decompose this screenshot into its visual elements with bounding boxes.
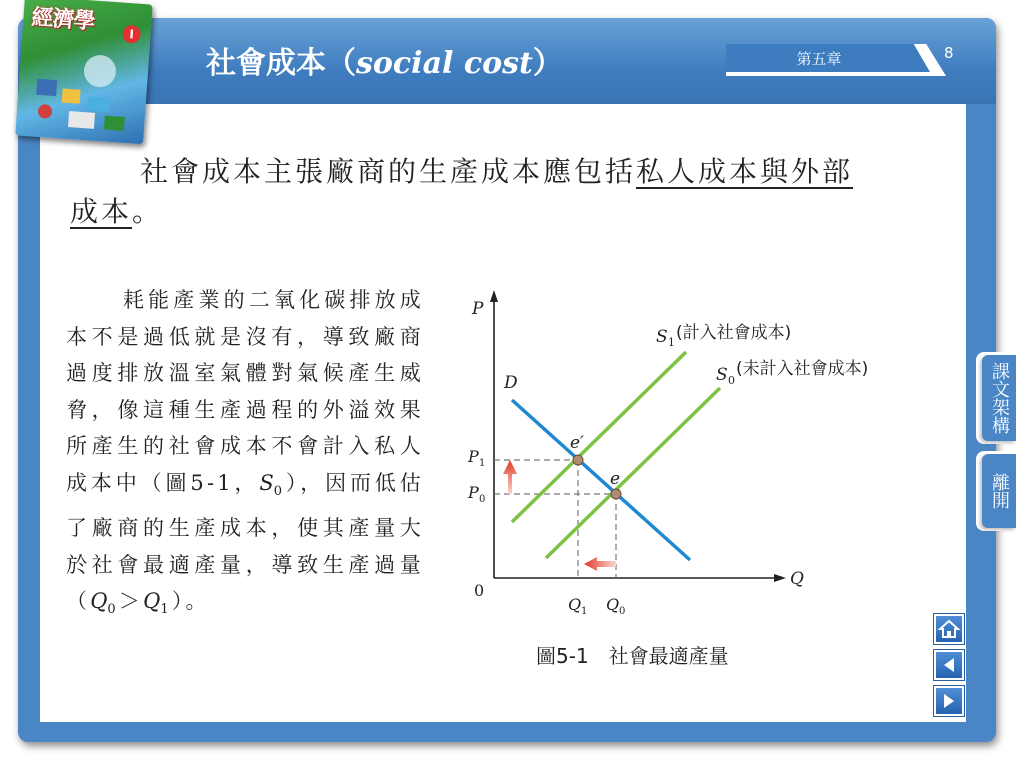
book-cover-art — [26, 48, 139, 137]
book-cover-image — [15, 0, 152, 144]
supply-curve-s1 — [512, 352, 686, 522]
body-s: S — [259, 470, 274, 495]
p0-tick-sub: 0 — [479, 494, 486, 505]
point-e — [611, 489, 621, 499]
p1-tick-label: P — [468, 447, 479, 466]
s1-letter: S — [656, 327, 668, 347]
body-text-1: 耗能產業的二氧化碳排放成本不是過低就是沒有，導致廠商過度排放溫室氣體對氣候產生威脅，像這種生產過程的外溢效果所產生的社會成本不會計入私人成本中（圖5-1， — [66, 288, 424, 495]
y-axis-label: P — [472, 299, 484, 319]
s0-note: (未計入社會成本) — [736, 359, 869, 379]
quantity-left-arrow — [584, 557, 616, 571]
body-text-3: ）。 — [171, 589, 210, 614]
supply-curve-s0 — [546, 388, 720, 558]
body-paragraph — [66, 282, 424, 629]
body-q1-sub: 1 — [160, 602, 172, 618]
intro-paragraph — [70, 152, 940, 232]
q1-tick-label: Q — [568, 595, 582, 614]
page-title — [206, 38, 563, 82]
x-axis-label: Q — [790, 569, 804, 589]
body-q1: Q — [143, 589, 161, 614]
title-chinese: 社會成本（ — [206, 46, 356, 81]
origin-label: 0 — [474, 581, 485, 600]
next-arrow-icon — [936, 688, 962, 714]
next-button[interactable] — [934, 686, 964, 716]
intro-text: 社會成本主張廠商的生產成本應包括 — [140, 155, 637, 188]
q0-tick-sub: 0 — [619, 606, 626, 617]
point-e-prime — [573, 455, 583, 465]
p1-tick-sub: 1 — [479, 458, 486, 469]
s1-subscript: 1 — [668, 336, 675, 349]
p0-tick-label: P — [468, 483, 479, 502]
leave-tab[interactable]: 離開 — [982, 454, 1016, 528]
price-up-arrow — [503, 460, 517, 494]
intro-end: 。 — [132, 195, 164, 228]
book-cover-title: 經濟學 — [30, 5, 96, 35]
title-english: social cost — [356, 46, 533, 81]
s0-subscript: 0 — [728, 374, 735, 387]
figure-caption: 圖5-1 社會最適產量 — [536, 644, 729, 668]
home-button[interactable] — [934, 614, 964, 644]
intro-underlined-1: 私人成本與外部 — [636, 155, 854, 188]
chapter-label: 第五章 — [796, 50, 842, 68]
x-axis-arrow — [774, 574, 786, 582]
home-icon — [936, 616, 962, 642]
s1-note: (計入社會成本) — [676, 323, 792, 343]
body-q0: Q — [90, 589, 108, 614]
y-axis-arrow — [490, 290, 498, 302]
page-number: 8 — [944, 44, 954, 62]
title-close-paren: ） — [532, 46, 563, 81]
body-s-sub: 0 — [273, 483, 286, 499]
prev-button[interactable] — [934, 650, 964, 680]
e-prime-label: e′ — [570, 433, 584, 453]
e-label: e — [610, 469, 621, 489]
supply-demand-chart — [460, 282, 940, 622]
body-gt: ＞ — [118, 589, 144, 614]
body-q0-sub: 0 — [107, 602, 119, 618]
q0-tick-label: Q — [606, 595, 620, 614]
s0-letter: S — [716, 365, 728, 385]
q1-tick-sub: 1 — [581, 606, 588, 617]
book-volume-badge: I — [122, 25, 141, 44]
demand-label: D — [504, 373, 518, 393]
prev-arrow-icon — [936, 652, 962, 678]
body-text-2: ），因而低估了廠商的生產成本，使其產量大於社會最適產量，導致生產過量（ — [66, 470, 424, 614]
demand-curve — [512, 400, 690, 560]
intro-underlined-2: 成本 — [70, 195, 133, 228]
outline-tab[interactable]: 課文架構 — [982, 355, 1016, 441]
